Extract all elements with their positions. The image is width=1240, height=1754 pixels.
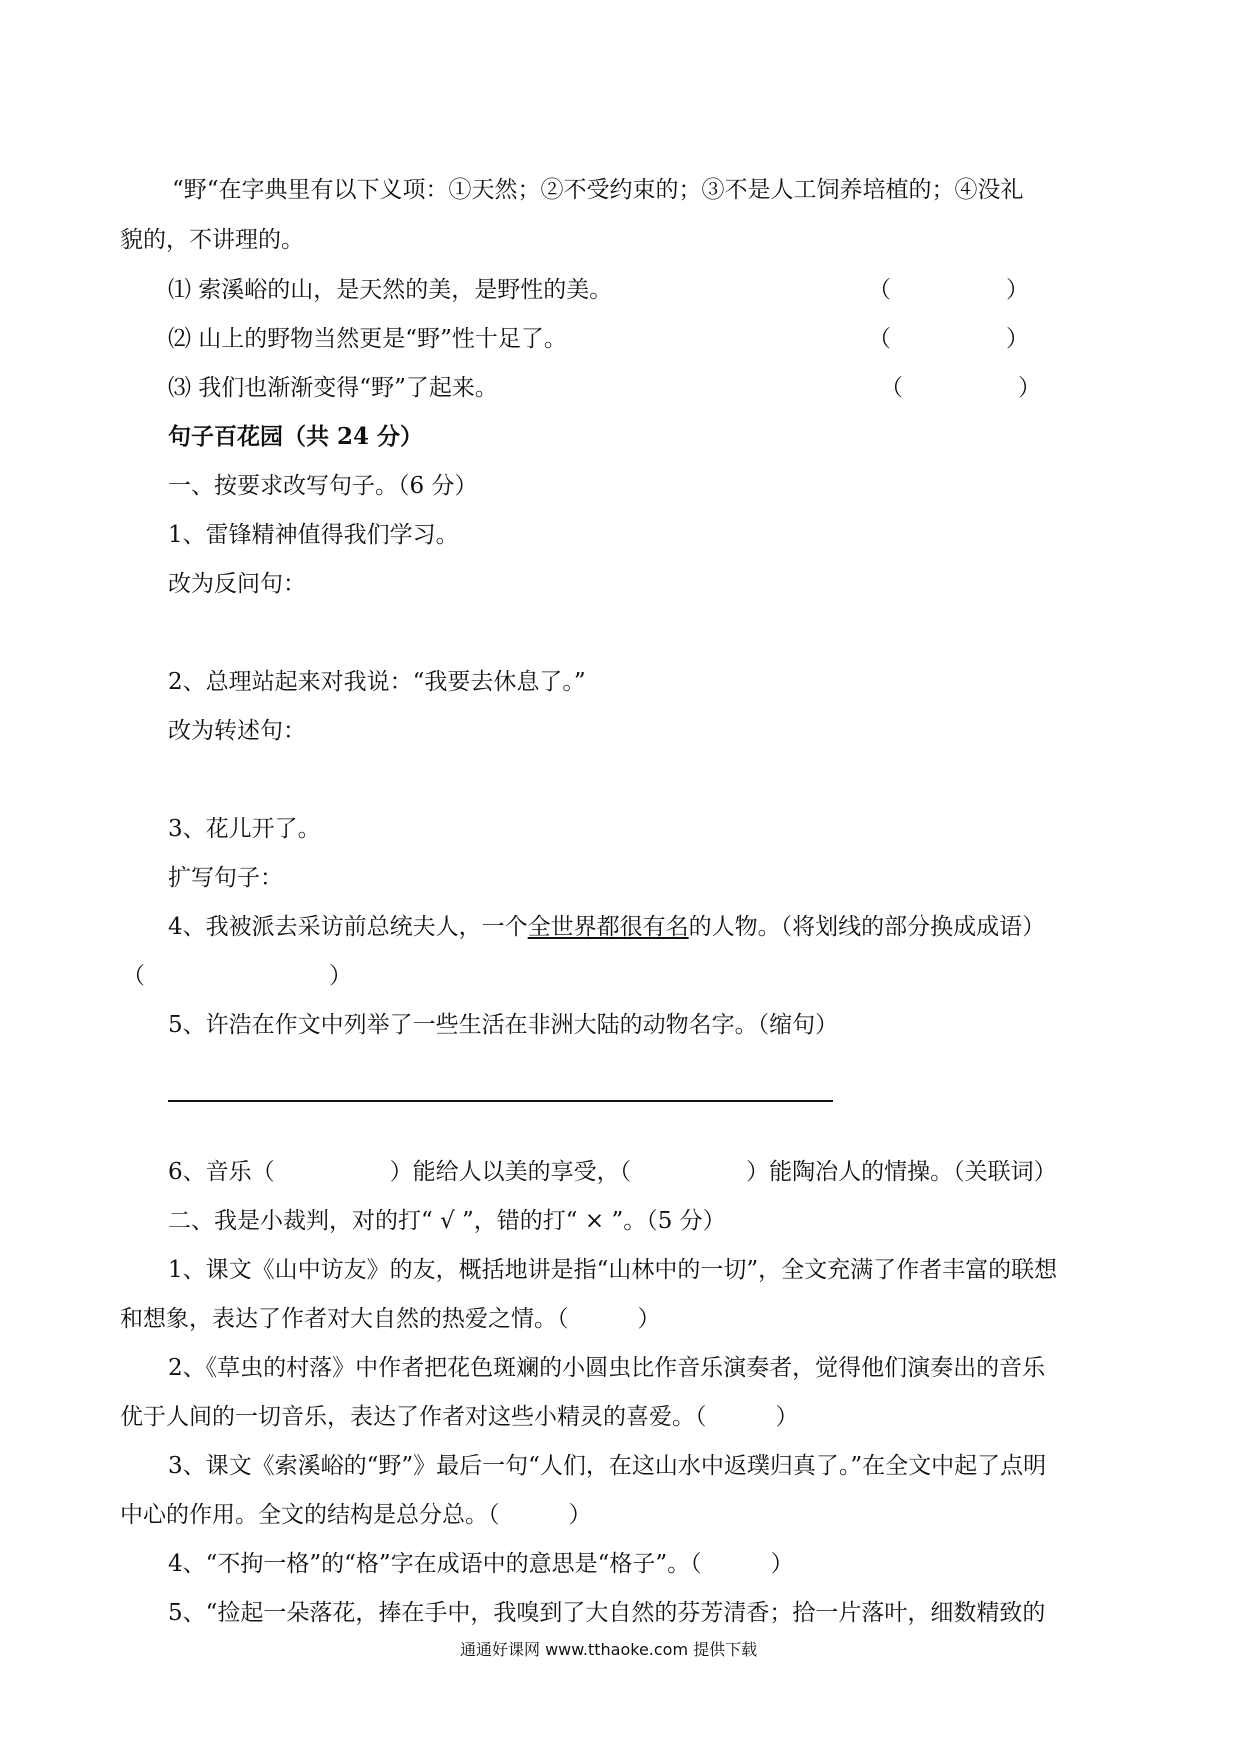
judge-3-line1: 3、课文《索溪峪的“野”》最后一句“人们，在这山水中返璞归真了。”在全文中起了点明: [168, 1453, 1047, 1479]
question-4-underlined: 全世界都很有名: [527, 914, 689, 940]
vocab-item-2: ⑵ 山上的野物当然更是“野”性十足了。: [168, 326, 567, 352]
page-footer: 通通好课网 www.tthaoke.com 提供下载: [460, 1640, 758, 1659]
question-2-prompt: 改为转述句：: [168, 718, 306, 744]
section-heading: 句子百花园（共 24 分）: [168, 423, 424, 450]
vocab-intro-line1: “野“在字典里有以下义项：①天然；②不受约束的；③不是人工饲养培植的；④没礼: [172, 177, 1024, 203]
question-3: 3、花儿开了。: [168, 816, 321, 842]
question-5-answer-line: [168, 1100, 833, 1102]
question-2: 2、总理站起来对我说：“我要去休息了。”: [168, 669, 586, 695]
question-1-prompt: 改为反问句：: [168, 571, 306, 597]
judge-2-line2: 优于人间的一切音乐，表达了作者对这些小精灵的喜爱。（ ）: [120, 1404, 799, 1430]
vocab-item-3: ⑶ 我们也渐渐变得“野”了起来。: [168, 375, 498, 401]
judge-5-line1: 5、“捡起一朵落花，捧在手中，我嗅到了大自然的芬芳清香；拾一片落叶，细数精致的: [168, 1600, 1046, 1626]
vocab-intro-line2: 貌的，不讲理的。: [120, 227, 304, 253]
question-6: 6、音乐（ ）能给人以美的享受，（ ）能陶冶人的情操。（关联词）: [168, 1159, 1057, 1185]
question-4-post: 的人物。（将划线的部分换成成语）: [688, 914, 1046, 940]
judge-3-line2: 中心的作用。全文的结构是总分总。（ ）: [120, 1502, 592, 1528]
vocab-item-2-blank: （ ）: [868, 326, 1029, 352]
judge-1-line2: 和想象，表达了作者对大自然的热爱之情。（ ）: [120, 1306, 661, 1332]
judge-4: 4、“不拘一格”的“格”字在成语中的意思是“格子”。（ ）: [168, 1551, 794, 1577]
vocab-item-1-blank: （ ）: [868, 277, 1029, 303]
judge-2-line1: 2、《草虫的村落》中作者把花色斑斓的小圆虫比作音乐演奏者，觉得他们演奏出的音乐: [168, 1355, 1046, 1381]
question-5: 5、许浩在作文中列举了一些生活在非洲大陆的动物名字。（缩句）: [168, 1012, 839, 1038]
question-4-pre: 4、我被派去采访前总统夫人，一个: [168, 914, 528, 940]
part2-title: 二、我是小裁判，对的打“ √ ”，错的打“ × ”。（5 分）: [168, 1208, 726, 1234]
part1-title: 一、按要求改写句子。（6 分）: [168, 473, 478, 499]
question-4-blank: （ ）: [122, 963, 352, 989]
vocab-item-3-blank: （ ）: [880, 375, 1041, 401]
vocab-item-1: ⑴ 索溪峪的山，是天然的美，是野性的美。: [168, 277, 613, 303]
question-3-prompt: 扩写句子：: [168, 865, 283, 891]
question-1: 1、雷锋精神值得我们学习。: [168, 522, 459, 548]
judge-1-line1: 1、课文《山中访友》的友，概括地讲是指“山林中的一切”，全文充满了作者丰富的联想: [168, 1257, 1058, 1283]
question-4: [168, 912, 1045, 942]
